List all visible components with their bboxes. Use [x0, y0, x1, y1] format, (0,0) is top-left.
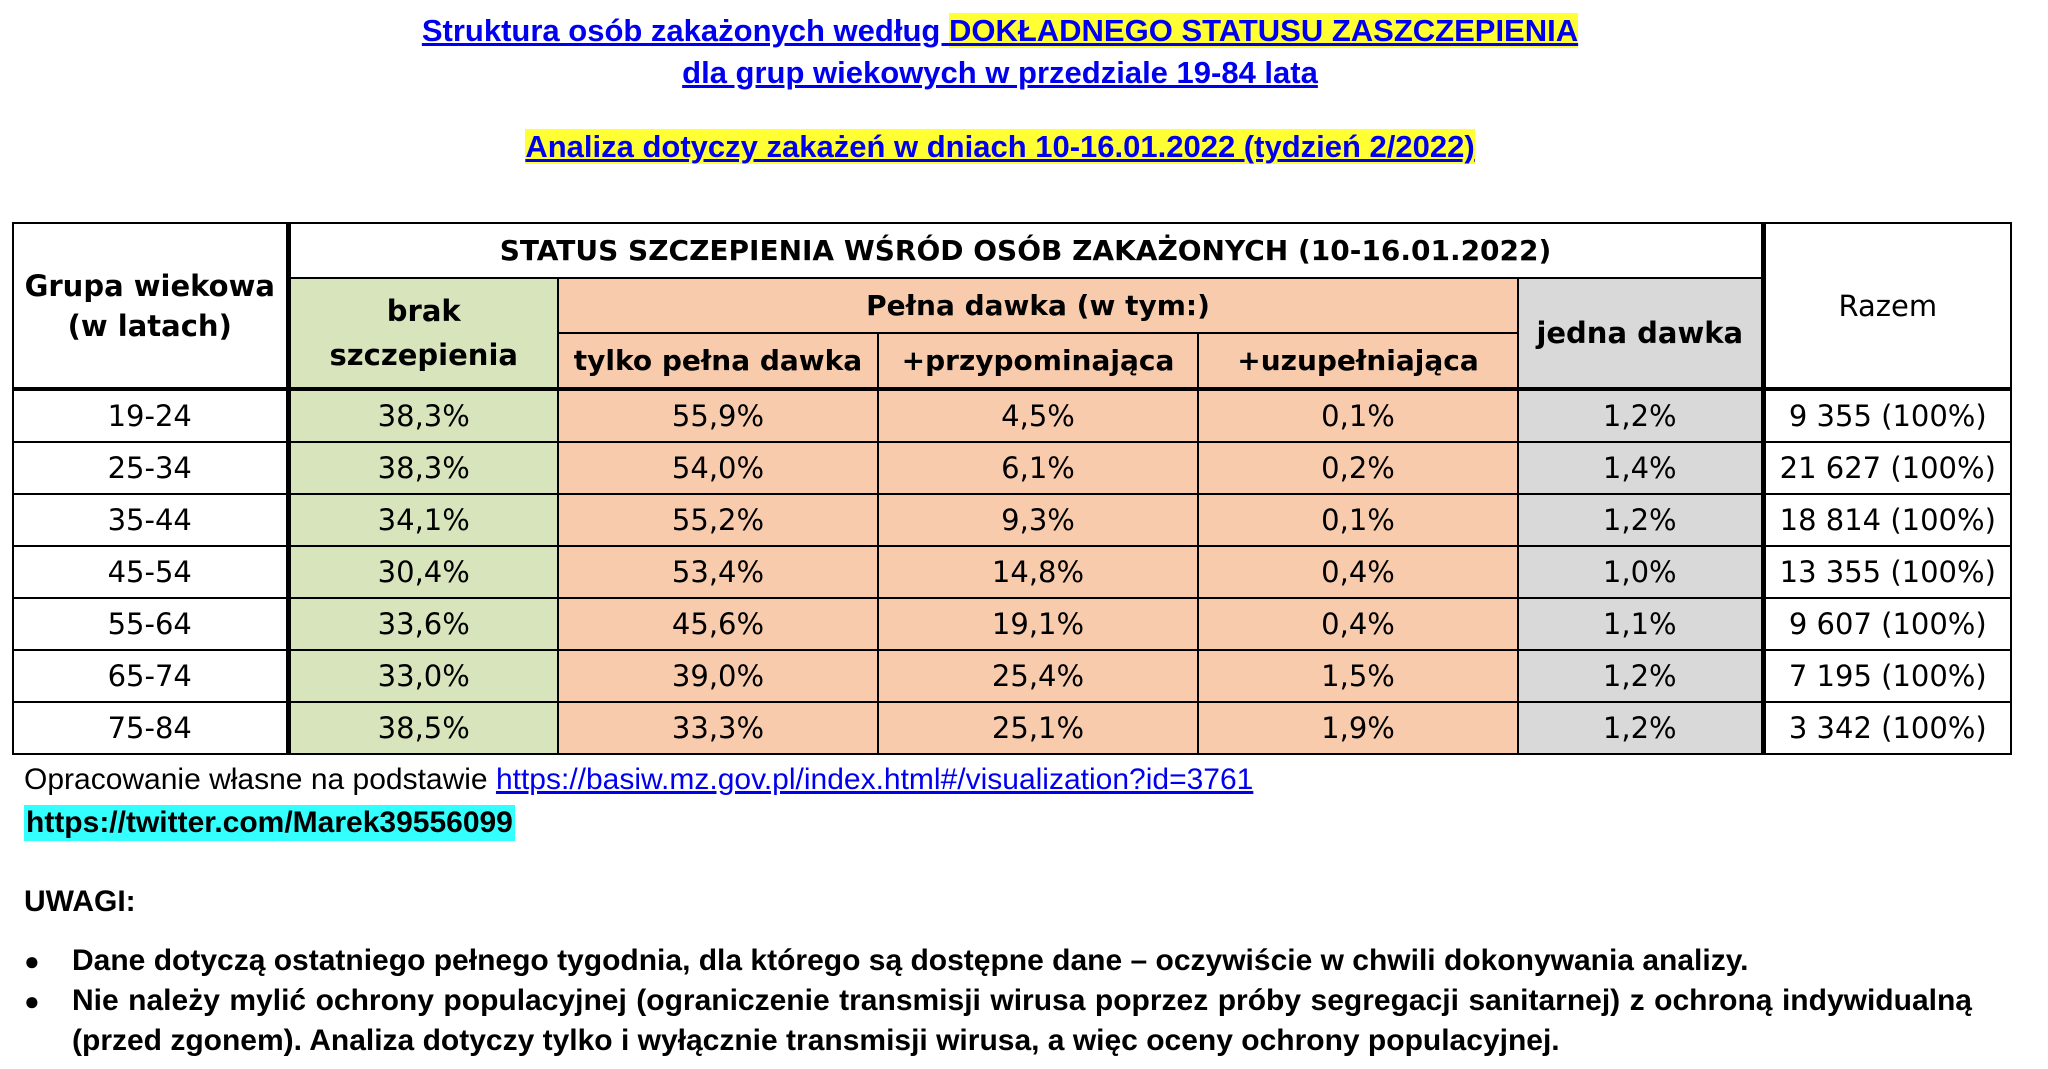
- cell-tylko: 54,0%: [558, 442, 878, 494]
- cell-tylko: 45,6%: [558, 598, 878, 650]
- note-text: Nie należy mylić ochrony populacyjnej (ograniczenie transmisji wirusa poprzez próby segregacji sanitarnej) z ochroną indywidualną (przed zgonem). Analiza dotyczy tylko i wyłącznie transmisji wirusa, a więc oceny ochrony populacyjnej.: [72, 984, 1972, 1057]
- cell-brak: 34,1%: [288, 494, 558, 546]
- cell-uzup: 0,4%: [1198, 598, 1518, 650]
- list-item: [24, 941, 1974, 981]
- cell-age: 75-84: [13, 702, 288, 754]
- header-pelna-dawka: Pełna dawka (w tym:): [558, 278, 1518, 333]
- cell-tylko: 55,9%: [558, 389, 878, 442]
- cell-razem: 13 355 (100%): [1763, 546, 2011, 598]
- cell-brak: 38,3%: [288, 389, 558, 442]
- cell-przyp: 19,1%: [878, 598, 1198, 650]
- table-row: [13, 494, 2011, 546]
- header-jedna-dawka: jedna dawka: [1518, 278, 1763, 389]
- subtitle-text: Analiza dotyczy zakażeń w dniach 10-16.01.2022 (tydzień 2/2022): [525, 129, 1475, 164]
- header-uzupelniajaca: +uzupełniająca: [1198, 333, 1518, 389]
- bullet-icon: ●: [24, 946, 40, 976]
- cell-przyp: 25,1%: [878, 702, 1198, 754]
- cell-jedna: 1,1%: [1518, 598, 1763, 650]
- subtitle: [0, 126, 2000, 168]
- cell-uzup: 0,1%: [1198, 494, 1518, 546]
- title-part1: Struktura osób zakażonych według: [421, 13, 949, 48]
- cell-razem: 9 607 (100%): [1763, 598, 2011, 650]
- page-title: [0, 10, 2000, 52]
- header-grupa-wiekowa: Grupa wiekowa (w latach): [13, 223, 288, 389]
- cell-brak: 38,3%: [288, 442, 558, 494]
- cell-tylko: 39,0%: [558, 650, 878, 702]
- header-tylko-pelna: tylko pełna dawka: [558, 333, 878, 389]
- cell-przyp: 6,1%: [878, 442, 1198, 494]
- cell-tylko: 33,3%: [558, 702, 878, 754]
- notes-title: UWAGI:: [24, 885, 136, 918]
- cell-uzup: 1,5%: [1198, 650, 1518, 702]
- bullet-icon: ●: [24, 986, 40, 1016]
- cell-brak: 38,5%: [288, 702, 558, 754]
- source-line: [24, 761, 1253, 799]
- cell-razem: 9 355 (100%): [1763, 389, 2011, 442]
- title-highlight: DOKŁADNEGO STATUSU ZASZCZEPIENIA: [948, 13, 1579, 48]
- cell-przyp: 14,8%: [878, 546, 1198, 598]
- cell-razem: 21 627 (100%): [1763, 442, 2011, 494]
- cell-przyp: 9,3%: [878, 494, 1198, 546]
- cell-tylko: 55,2%: [558, 494, 878, 546]
- table-row: [13, 546, 2011, 598]
- cell-razem: 18 814 (100%): [1763, 494, 2011, 546]
- note-text: Dane dotyczą ostatniego pełnego tygodnia, dla którego są dostępne dane – oczywiście w chwili dokonywania analizy.: [72, 944, 1749, 977]
- cell-age: 55-64: [13, 598, 288, 650]
- table-row: [13, 389, 2011, 442]
- cell-brak: 33,6%: [288, 598, 558, 650]
- cell-jedna: 1,2%: [1518, 389, 1763, 442]
- table-row: [13, 702, 2011, 754]
- cell-uzup: 1,9%: [1198, 702, 1518, 754]
- cell-tylko: 53,4%: [558, 546, 878, 598]
- vaccination-status-table: [12, 222, 2012, 755]
- notes-list: [24, 941, 1974, 1061]
- table-row: [13, 442, 2011, 494]
- source-prefix: Opracowanie własne na podstawie: [24, 763, 496, 796]
- cell-jedna: 1,2%: [1518, 494, 1763, 546]
- cell-age: 45-54: [13, 546, 288, 598]
- cell-uzup: 0,1%: [1198, 389, 1518, 442]
- cell-jedna: 1,2%: [1518, 650, 1763, 702]
- cell-age: 19-24: [13, 389, 288, 442]
- table-row: [13, 650, 2011, 702]
- cell-jedna: 1,2%: [1518, 702, 1763, 754]
- header-razem: Razem: [1763, 223, 2011, 389]
- cell-uzup: 0,4%: [1198, 546, 1518, 598]
- table-row: [13, 598, 2011, 650]
- cell-age: 25-34: [13, 442, 288, 494]
- cell-razem: 3 342 (100%): [1763, 702, 2011, 754]
- cell-razem: 7 195 (100%): [1763, 650, 2011, 702]
- header-brak-szczepienia: brak szczepienia: [288, 278, 558, 389]
- cell-jedna: 1,0%: [1518, 546, 1763, 598]
- cell-age: 65-74: [13, 650, 288, 702]
- cell-uzup: 0,2%: [1198, 442, 1518, 494]
- cell-jedna: 1,4%: [1518, 442, 1763, 494]
- cell-age: 35-44: [13, 494, 288, 546]
- title-block: [0, 10, 2000, 168]
- cell-przyp: 4,5%: [878, 389, 1198, 442]
- cell-przyp: 25,4%: [878, 650, 1198, 702]
- cell-brak: 33,0%: [288, 650, 558, 702]
- list-item: [24, 981, 1974, 1061]
- header-przypominajaca: +przypominająca: [878, 333, 1198, 389]
- cell-brak: 30,4%: [288, 546, 558, 598]
- header-status: STATUS SZCZEPIENIA WŚRÓD OSÓB ZAKAŻONYCH (10-16.01.2022): [288, 223, 1763, 278]
- source-link[interactable]: https://basiw.mz.gov.pl/index.html#/visualization?id=3761: [495, 763, 1254, 796]
- title-line2: dla grup wiekowych w przedziale 19-84 lata: [682, 55, 1318, 90]
- twitter-link[interactable]: https://twitter.com/Marek39556099: [26, 806, 513, 839]
